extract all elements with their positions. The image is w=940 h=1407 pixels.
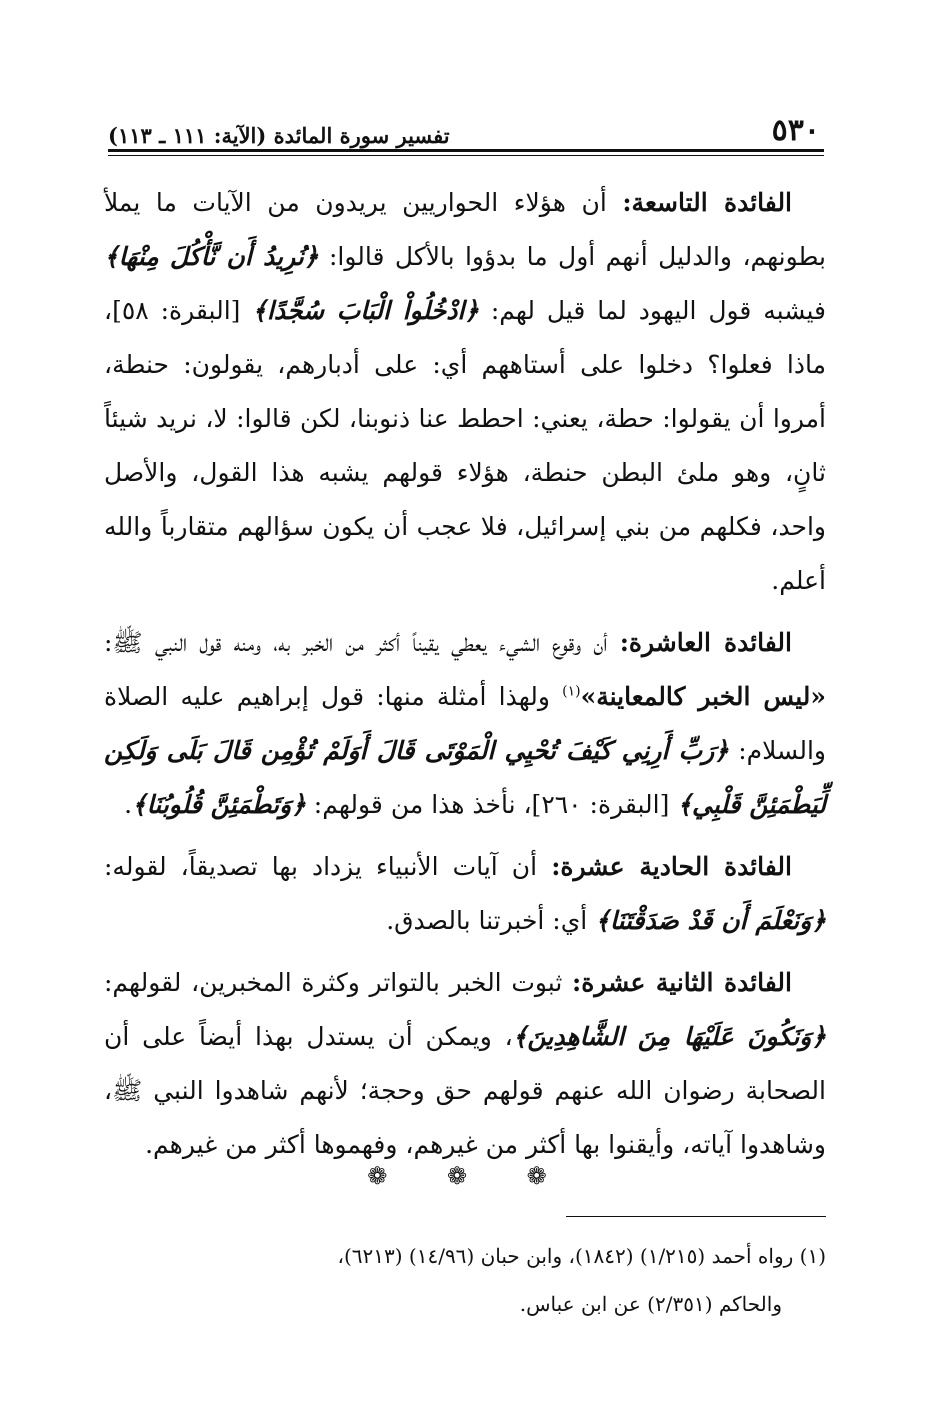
page-number: ٥٣٠ (771, 113, 820, 148)
paragraph-heading: الفائدة الثانية عشرة: (572, 968, 792, 997)
header-rule-thin (108, 155, 824, 156)
footnote-marker[interactable]: (١) (562, 683, 581, 700)
quran-verse: ﴿وَتَطْمَئِنَّ قُلُوبُنَا﴾ (132, 790, 306, 819)
paragraph-twelfth-benefit (104, 956, 826, 1172)
paragraph-heading: الفائدة العاشرة: (619, 628, 792, 657)
quran-verse: ﴿نُرِيدُ أَن نَّأْكُلَ مِنْهَا﴾ (104, 242, 319, 271)
paragraph-heading: الفائدة التاسعة: (622, 188, 793, 217)
paragraph-text: أي: أخبرتنا بالصدق. (386, 906, 596, 935)
footnotes (104, 1232, 826, 1328)
paragraph-text: [البقرة: ٢٦٠]، نأخذ هذا من قولهم: (305, 790, 678, 819)
footnote-rule (566, 1216, 826, 1217)
footnote-line: (١) رواه أحمد (١/٢١٥) (١٨٤٢)، وابن حبان (١٤/٩٦) (٦٢١٣)، (337, 1244, 826, 1268)
quran-verse: ﴿رَبِّ أَرِنِي كَيْفَ تُحْيِي الْمَوْتَى قَالَ أَوَلَمْ تُؤْمِن قَالَ بَلَى وَلَكِن لِّيَطْمَئِنَّ قَلْبِي﴾ (104, 736, 826, 819)
paragraph-text: . (124, 790, 133, 819)
paragraph-text: أن آيات الأنبياء يزداد بها تصديقاً، لقوله: (104, 852, 552, 881)
section-separator-ornament: ❁ ❁ ❁ (367, 1162, 573, 1190)
paragraph-tenth-benefit (104, 616, 826, 832)
paragraph-text: فيشبه قول اليهود لما قيل لهم: (478, 296, 826, 325)
footnote-line: والحاكم (٢/٣٥١) عن ابن عباس. (519, 1292, 782, 1316)
header-rule-thick (108, 149, 824, 152)
paragraph-heading: الفائدة الحادية عشرة: (551, 852, 792, 881)
page-header (108, 108, 820, 148)
paragraph-text: أن وقوع الشيء يعطي يقيناً أكثر من الخبر به، ومنه قول النبي ﷺ: (104, 628, 620, 657)
quran-verse: ﴿وَنَكُونَ عَلَيْهَا مِنَ الشَّاهِدِينَ﴾ (512, 1022, 826, 1051)
main-text (104, 176, 826, 1180)
paragraph-text: ، ويمكن أن يستدل بهذا أيضاً على أن الصحابة رضوان الله عنهم قولهم حق وحجة؛ لأنهم شاهدوا النبي ﷺ، وشاهدوا آياته، وأيقنوا بها أكثر من غيرهم، وفهموها أكثر من غيرهم. (104, 1022, 826, 1159)
quran-verse: ﴿ادْخُلُواْ الْبَابَ سُجَّدًا﴾ (252, 296, 479, 325)
paragraph-eleventh-benefit (104, 840, 826, 948)
paragraph-text: ثبوت الخبر بالتواتر وكثرة المخبرين، لقولهم: (104, 968, 573, 997)
paragraph-ninth-benefit (104, 176, 826, 608)
hadith-quote: «ليس الخبر كالمعاينة» (580, 682, 827, 711)
paragraph-text: [البقرة: ٥٨]، ماذا فعلوا؟ دخلوا على أستاههم أي: على أدبارهم، يقولون: حنطة، أمروا أن يقولوا: حطة، يعني: احطط عنا ذنوبنا، لكن قالوا: لا، نريد شيئاً ثانٍ، وهو ملئ البطن حنطة، هؤلاء قولهم يشبه هذا القول، والأصل واحد، فكلهم من بني إسرائيل، فلا عجب أن يكون سؤالهم متقارباً والله أعلم. (104, 296, 826, 595)
quran-verse: ﴿وَنَعْلَمَ أَن قَدْ صَدَقْتَنَا﴾ (595, 906, 826, 935)
paragraph-text: أن هؤلاء الحواريين يريدون من الآيات ما يملأ بطونهم، والدليل أنهم أول ما بدؤوا بالأكل قالوا: (104, 188, 827, 271)
running-title: تفسير سورة المائدة (الآية: ١١١ ـ ١١٣) (108, 123, 450, 148)
paragraph-text: ولهذا أمثلة منها: قول إبراهيم عليه الصلاة والسلام: (104, 682, 826, 765)
